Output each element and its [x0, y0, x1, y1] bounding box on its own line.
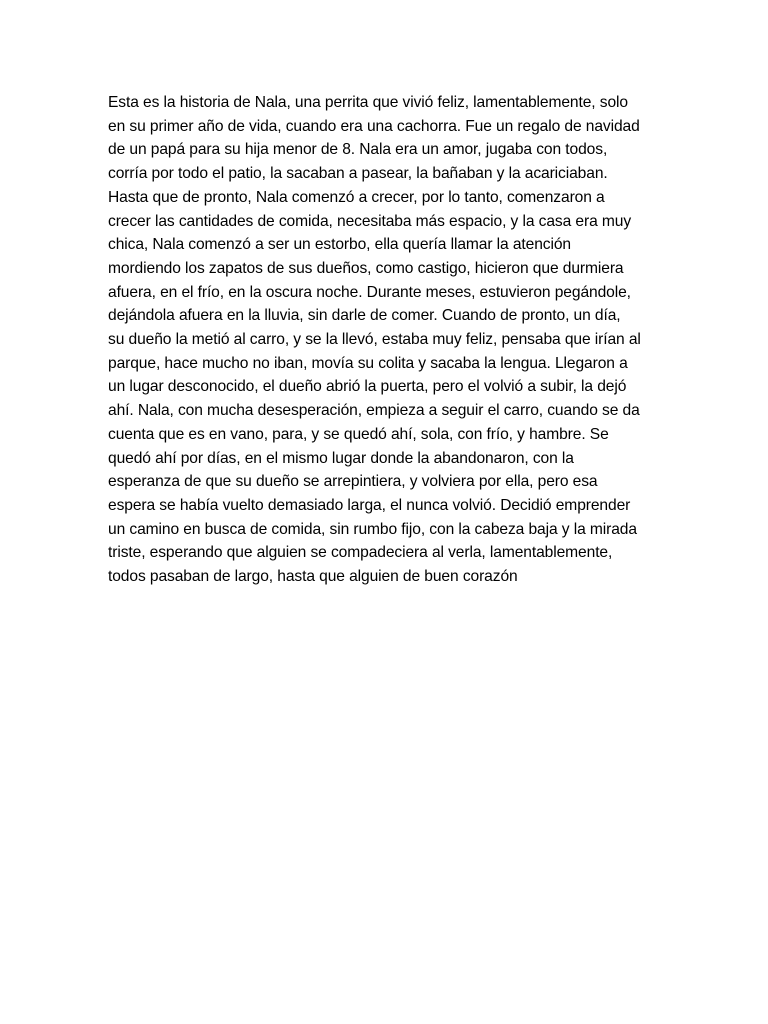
text-line: ahí. Nala, con mucha desesperación, empieza a seguir el carro, cuando se da — [108, 402, 640, 420]
text-line: crecer las cantidades de comida, necesitaba más espacio, y la casa era muy — [108, 212, 632, 230]
text-line: mordiendo los zapatos de sus dueños, como castigo, hicieron que durmiera — [108, 259, 624, 277]
text-line: todos pasaban de largo, hasta que alguien de buen corazón — [108, 568, 518, 586]
text-line: de un papá para su hija menor de 8. Nala era un amor, jugaba con todos, — [108, 141, 608, 159]
text-line: triste, esperando que alguien se compadeciera al verla, lamentablemente, — [108, 544, 613, 562]
text-line: Esta es la historia de Nala, una perrita que vivió feliz, lamentablemente, solo — [108, 94, 628, 111]
text-line: un lugar desconocido, el dueño abrió la puerta, pero el volvió a subir, la dejó — [108, 378, 627, 396]
text-line: esperanza de que su dueño se arrepintiera, y volviera por ella, pero esa — [108, 473, 598, 491]
text-line: su dueño la metió al carro, y se la llevó, estaba muy feliz, pensaba que irían al — [108, 331, 641, 349]
text-line: chica, Nala comenzó a ser un estorbo, ella quería llamar la atención — [108, 236, 572, 254]
text-line: dejándola afuera en la lluvia, sin darle de comer. Cuando de pronto, un día, — [108, 307, 621, 325]
text-line: un camino en busca de comida, sin rumbo fijo, con la cabeza baja y la mirada — [108, 520, 637, 538]
text-line: parque, hace mucho no iban, movía su colita y sacaba la lengua. Llegaron a — [108, 354, 628, 372]
text-line: espera se había vuelto demasiado larga, el nunca volvió. Decidió emprender — [108, 496, 631, 514]
text-line: corría por todo el patio, la sacaban a pasear, la bañaban y la acariciaban. — [108, 165, 608, 183]
text-line: Hasta que de pronto, Nala comenzó a crecer, por lo tanto, comenzaron a — [108, 188, 605, 206]
text-line: afuera, en el frío, en la oscura noche. Durante meses, estuvieron pegándole, — [108, 283, 631, 301]
text-line: quedó ahí por días, en el mismo lugar donde la abandonaron, con la — [108, 449, 574, 467]
text-line: en su primer año de vida, cuando era una cachorra. Fue un regalo de navidad — [108, 117, 640, 135]
text-line: cuenta que es en vano, para, y se quedó ahí, sola, con frío, y hambre. Se — [108, 425, 609, 443]
story-paragraph — [108, 91, 668, 589]
